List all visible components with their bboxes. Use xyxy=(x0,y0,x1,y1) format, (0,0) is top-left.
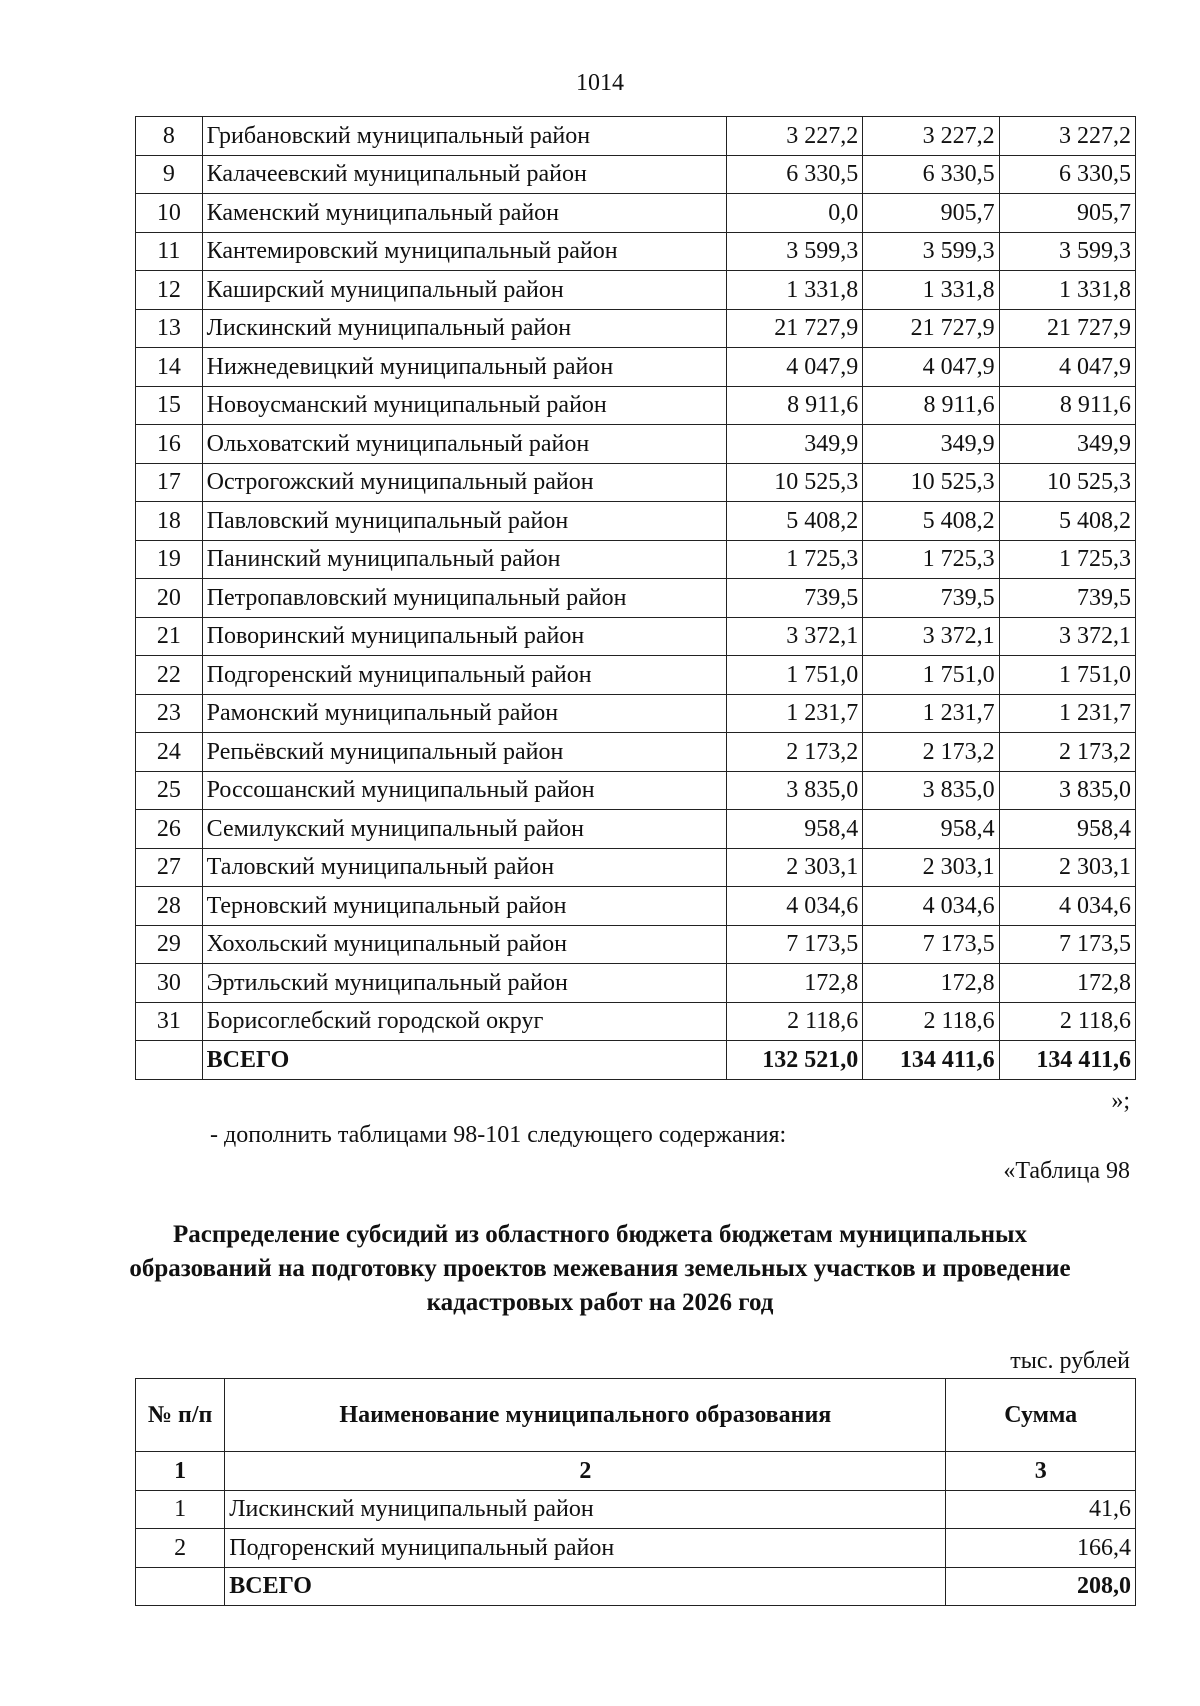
value-col-3: 7 173,5 xyxy=(999,925,1135,964)
value-col-3: 1 231,7 xyxy=(999,694,1135,733)
municipality-name: Лискинский муниципальный район xyxy=(225,1490,946,1529)
value-col-2: 958,4 xyxy=(863,810,999,849)
value-col-3: 21 727,9 xyxy=(999,309,1135,348)
municipality-name: Каширский муниципальный район xyxy=(202,271,726,310)
value-col-1: 2 303,1 xyxy=(726,848,862,887)
value-col-2: 4 047,9 xyxy=(863,348,999,387)
value-col-1: 6 330,5 xyxy=(726,155,862,194)
row-number: 14 xyxy=(136,348,203,387)
value-col-1: 1 725,3 xyxy=(726,540,862,579)
value-col-2: 21 727,9 xyxy=(863,309,999,348)
value-col-2: 739,5 xyxy=(863,579,999,618)
municipality-name: Рамонский муниципальный район xyxy=(202,694,726,733)
value-col-3: 3 372,1 xyxy=(999,617,1135,656)
municipality-name: Хохольский муниципальный район xyxy=(202,925,726,964)
municipality-name: Репьёвский муниципальный район xyxy=(202,733,726,772)
table-row xyxy=(136,1002,1136,1041)
value-col-2: 905,7 xyxy=(863,194,999,233)
municipality-name: Панинский муниципальный район xyxy=(202,540,726,579)
col-index-1: 1 xyxy=(136,1452,225,1491)
municipality-name: Россошанский муниципальный район xyxy=(202,771,726,810)
municipality-name: Лискинский муниципальный район xyxy=(202,309,726,348)
table-row xyxy=(136,1529,1136,1568)
municipality-name: Подгоренский муниципальный район xyxy=(202,656,726,695)
row-number: 12 xyxy=(136,271,203,310)
municipality-name: Новоусманский муниципальный район xyxy=(202,386,726,425)
table-row xyxy=(136,887,1136,926)
value-col-1: 172,8 xyxy=(726,964,862,1003)
table-row xyxy=(136,386,1136,425)
table-row xyxy=(136,733,1136,772)
table-reference: «Таблица 98 xyxy=(1003,1158,1130,1184)
value-col-2: 1 725,3 xyxy=(863,540,999,579)
value-col-1: 349,9 xyxy=(726,425,862,464)
table-row xyxy=(136,155,1136,194)
table-row xyxy=(136,694,1136,733)
value-col-2: 4 034,6 xyxy=(863,887,999,926)
value-col-1: 8 911,6 xyxy=(726,386,862,425)
row-number: 29 xyxy=(136,925,203,964)
municipality-name: Острогожский муниципальный район xyxy=(202,463,726,502)
municipality-name: Грибановский муниципальный район xyxy=(202,117,726,156)
value-col-3: 905,7 xyxy=(999,194,1135,233)
row-number: 28 xyxy=(136,887,203,926)
value-col-1: 958,4 xyxy=(726,810,862,849)
value-col-3: 8 911,6 xyxy=(999,386,1135,425)
value-col-3: 3 599,3 xyxy=(999,232,1135,271)
value-col-1: 5 408,2 xyxy=(726,502,862,541)
table-row xyxy=(136,502,1136,541)
row-number: 31 xyxy=(136,1002,203,1041)
amendment-paragraph: - дополнить таблицами 98-101 следующего содержания: xyxy=(210,1122,787,1148)
value-col-2: 2 303,1 xyxy=(863,848,999,887)
row-number: 25 xyxy=(136,771,203,810)
row-number: 8 xyxy=(136,117,203,156)
value-col-1: 7 173,5 xyxy=(726,925,862,964)
value-col-3: 3 227,2 xyxy=(999,117,1135,156)
subsidy-table-continued xyxy=(135,116,1136,1080)
value-col-2: 2 118,6 xyxy=(863,1002,999,1041)
value-col-2: 1 331,8 xyxy=(863,271,999,310)
value-col-1: 2 118,6 xyxy=(726,1002,862,1041)
table-row xyxy=(136,194,1136,233)
table-row xyxy=(136,810,1136,849)
value-col-1: 10 525,3 xyxy=(726,463,862,502)
value-col-3: 2 303,1 xyxy=(999,848,1135,887)
header-number: № п/п xyxy=(136,1379,225,1452)
value-col-3: 1 751,0 xyxy=(999,656,1135,695)
row-number: 11 xyxy=(136,232,203,271)
total-row xyxy=(136,1567,1136,1606)
col-index-3: 3 xyxy=(946,1452,1136,1491)
table-row xyxy=(136,579,1136,618)
value-col-1: 1 751,0 xyxy=(726,656,862,695)
row-number: 1 xyxy=(136,1490,225,1529)
total-sum: 208,0 xyxy=(946,1567,1136,1606)
page-number: 1014 xyxy=(576,70,624,96)
table-row xyxy=(136,232,1136,271)
value-col-3: 1 725,3 xyxy=(999,540,1135,579)
municipality-name: Таловский муниципальный район xyxy=(202,848,726,887)
row-number: 10 xyxy=(136,194,203,233)
municipality-name: ВСЕГО xyxy=(202,1041,726,1080)
value-col-3: 10 525,3 xyxy=(999,463,1135,502)
row-number: 26 xyxy=(136,810,203,849)
value-col-1: 2 173,2 xyxy=(726,733,862,772)
value-col-2: 10 525,3 xyxy=(863,463,999,502)
value-col-2: 1 231,7 xyxy=(863,694,999,733)
value-col-2: 3 227,2 xyxy=(863,117,999,156)
table-title: Распределение субсидий из областного бюджета бюджетам муниципальных образований на подготовку проектов межевания земельных участков и проведение кадастровых работ на 2026 год xyxy=(129,1221,1071,1316)
value-col-3: 2 118,6 xyxy=(999,1002,1135,1041)
value-col-3: 134 411,6 xyxy=(999,1041,1135,1080)
value-col-3: 2 173,2 xyxy=(999,733,1135,772)
table-row xyxy=(136,964,1136,1003)
value-col-1: 132 521,0 xyxy=(726,1041,862,1080)
value-col-3: 4 047,9 xyxy=(999,348,1135,387)
value-col-3: 1 331,8 xyxy=(999,271,1135,310)
value-col-2: 172,8 xyxy=(863,964,999,1003)
table-row xyxy=(136,117,1136,156)
value-col-2: 5 408,2 xyxy=(863,502,999,541)
municipality-name: Каменский муниципальный район xyxy=(202,194,726,233)
row-number: 24 xyxy=(136,733,203,772)
row-number xyxy=(136,1041,203,1080)
row-number: 17 xyxy=(136,463,203,502)
value-col-3: 3 835,0 xyxy=(999,771,1135,810)
row-number: 21 xyxy=(136,617,203,656)
value-col-2: 3 599,3 xyxy=(863,232,999,271)
row-number: 15 xyxy=(136,386,203,425)
value-col-3: 739,5 xyxy=(999,579,1135,618)
row-number: 9 xyxy=(136,155,203,194)
value-col-2: 2 173,2 xyxy=(863,733,999,772)
sum-value: 41,6 xyxy=(946,1490,1136,1529)
municipality-name: Петропавловский муниципальный район xyxy=(202,579,726,618)
value-col-3: 958,4 xyxy=(999,810,1135,849)
table-row xyxy=(136,656,1136,695)
header-row xyxy=(136,1379,1136,1452)
value-col-2: 3 372,1 xyxy=(863,617,999,656)
table-98 xyxy=(135,1378,1136,1606)
row-number: 18 xyxy=(136,502,203,541)
municipality-name: Ольховатский муниципальный район xyxy=(202,425,726,464)
value-col-1: 0,0 xyxy=(726,194,862,233)
value-col-1: 4 047,9 xyxy=(726,348,862,387)
municipality-name: Нижнедевицкий муниципальный район xyxy=(202,348,726,387)
row-number: 22 xyxy=(136,656,203,695)
sum-value: 166,4 xyxy=(946,1529,1136,1568)
value-col-2: 6 330,5 xyxy=(863,155,999,194)
row-number: 19 xyxy=(136,540,203,579)
table-row xyxy=(136,771,1136,810)
row-number: 16 xyxy=(136,425,203,464)
value-col-2: 1 751,0 xyxy=(863,656,999,695)
table-row xyxy=(136,925,1136,964)
table-row xyxy=(136,425,1136,464)
value-col-1: 1 331,8 xyxy=(726,271,862,310)
municipality-name: Семилукский муниципальный район xyxy=(202,810,726,849)
value-col-3: 349,9 xyxy=(999,425,1135,464)
municipality-name: Терновский муниципальный район xyxy=(202,887,726,926)
row-number: 27 xyxy=(136,848,203,887)
row-number: 20 xyxy=(136,579,203,618)
value-col-2: 134 411,6 xyxy=(863,1041,999,1080)
value-col-2: 8 911,6 xyxy=(863,386,999,425)
municipality-name: Эртильский муниципальный район xyxy=(202,964,726,1003)
value-col-3: 6 330,5 xyxy=(999,155,1135,194)
table-row xyxy=(136,848,1136,887)
units-label: тыс. рублей xyxy=(1010,1348,1130,1374)
value-col-3: 4 034,6 xyxy=(999,887,1135,926)
value-col-2: 3 835,0 xyxy=(863,771,999,810)
col-index-2: 2 xyxy=(225,1452,946,1491)
value-col-2: 7 173,5 xyxy=(863,925,999,964)
value-col-1: 739,5 xyxy=(726,579,862,618)
municipality-name: Поворинский муниципальный район xyxy=(202,617,726,656)
value-col-3: 5 408,2 xyxy=(999,502,1135,541)
value-col-1: 3 227,2 xyxy=(726,117,862,156)
municipality-name: Кантемировский муниципальный район xyxy=(202,232,726,271)
table-row xyxy=(136,463,1136,502)
table-row xyxy=(136,309,1136,348)
municipality-name: Калачеевский муниципальный район xyxy=(202,155,726,194)
table-row xyxy=(136,540,1136,579)
row-number: 13 xyxy=(136,309,203,348)
value-col-1: 3 599,3 xyxy=(726,232,862,271)
table-row xyxy=(136,348,1136,387)
municipality-name: Подгоренский муниципальный район xyxy=(225,1529,946,1568)
column-index-row xyxy=(136,1452,1136,1491)
value-col-2: 349,9 xyxy=(863,425,999,464)
table-row xyxy=(136,617,1136,656)
header-sum: Сумма xyxy=(946,1379,1136,1452)
row-number: 30 xyxy=(136,964,203,1003)
municipality-name: Павловский муниципальный район xyxy=(202,502,726,541)
row-number: 2 xyxy=(136,1529,225,1568)
municipality-name: Борисоглебский городской округ xyxy=(202,1002,726,1041)
value-col-1: 3 372,1 xyxy=(726,617,862,656)
total-label: ВСЕГО xyxy=(225,1567,946,1606)
row-number: 23 xyxy=(136,694,203,733)
value-col-1: 1 231,7 xyxy=(726,694,862,733)
closing-quote: »; xyxy=(1111,1088,1130,1114)
value-col-1: 4 034,6 xyxy=(726,887,862,926)
total-row xyxy=(136,1041,1136,1080)
table-row xyxy=(136,271,1136,310)
table-row xyxy=(136,1490,1136,1529)
header-name: Наименование муниципального образования xyxy=(225,1379,946,1452)
total-number-cell xyxy=(136,1567,225,1606)
value-col-1: 21 727,9 xyxy=(726,309,862,348)
value-col-3: 172,8 xyxy=(999,964,1135,1003)
value-col-1: 3 835,0 xyxy=(726,771,862,810)
